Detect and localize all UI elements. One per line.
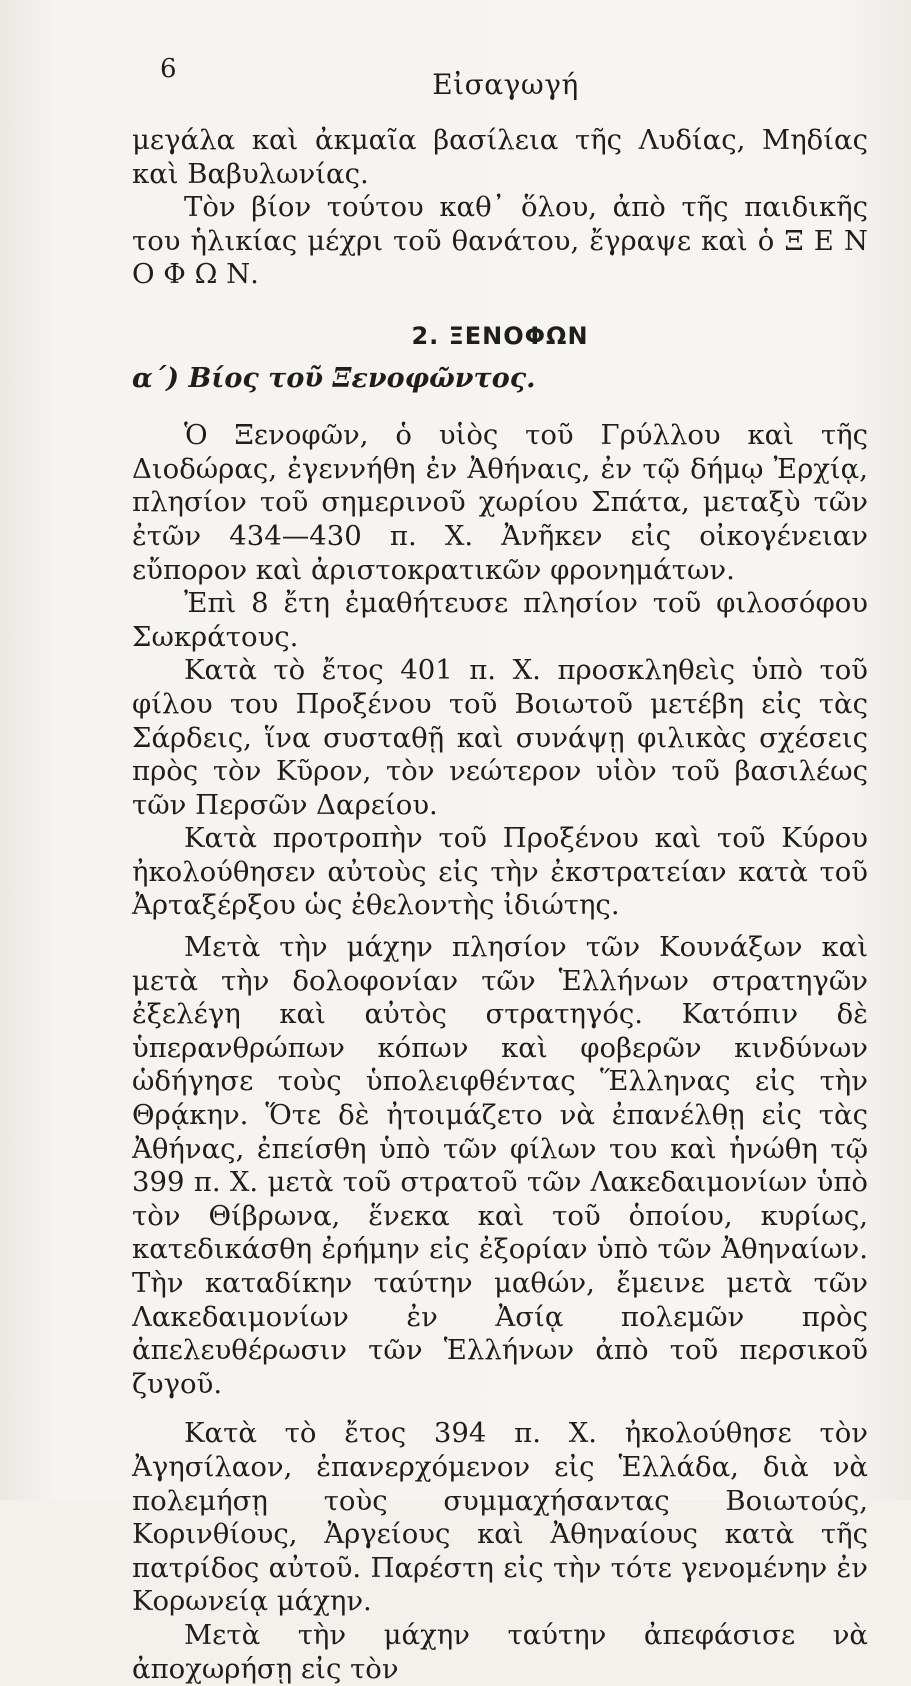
paragraph-cunaxa: Μετὰ τὴν μάχην πλησίον τῶν Κουνάξων καὶ μετὰ τὴν δολοφονίαν τῶν Ἑλλήνων στρατηγῶν ἐξελέγη καὶ αὐτὸς στρατηγός. Κατόπιν δὲ ὑπερανθρώπων κόπων καὶ φοβερῶν κινδύνων ὡδήγησε τοὺς ὑπολειφθέντας Ἕλληνας εἰς τὴν Θρᾴκην. Ὅτε δὲ ἠτοιμάζετο νὰ ἐπανέλθῃ εἰς τὰς Ἀθήνας, ἐπείσθη ὑπὸ τῶν φίλων του καὶ ἡνώθη τῷ 399 π. Χ. μετὰ τοῦ στρατοῦ τῶν Λακεδαιμονίων ὑπὸ τὸν Θίβρωνα, ἕνεκα καὶ τοῦ ὁποίου, κυρίως, κατεδικάσθη ἐρήμην εἰς ἐξορίαν ὑπὸ τῶν Ἀθηναίων. Τὴν καταδίκην ταύτην μαθών, ἔμεινε μετὰ τῶν Λακεδαιμονίων ἐν Ἀσίᾳ πολεμῶν πρὸς ἀπελευθέρωσιν τῶν Ἑλλήνων ἀπὸ τοῦ περσικοῦ ζυγοῦ. — [132, 931, 868, 1400]
paragraph-sardis: Κατὰ τὸ ἔτος 401 π. Χ. προσκληθεὶς ὑπὸ τοῦ φίλου του Προξένου τοῦ Βοιωτοῦ μετέβη εἰς τὰς Σάρδεις, ἵνα συσταθῇ καὶ συνάψῃ φιλικὰς σχέσεις πρὸς τὸν Κῦρον, τὸν νεώτερον υἱὸν τοῦ βασιλέως τῶν Περσῶν Δαρείου. — [132, 654, 868, 821]
intro-paragraph-1: μεγάλα καὶ ἀκμαῖα βασίλεια τῆς Λυδίας, Μηδίας καὶ Βαβυλωνίας. — [132, 124, 868, 190]
paragraph-retirement: Μετὰ τὴν μάχην ταύτην ἀπεφάσισε νὰ ἀποχωρήσῃ εἰς τὸν — [132, 1618, 868, 1685]
section-title: 2. ΞΕΝΟΦΩΝ — [411, 321, 589, 350]
page-number: 6 — [160, 54, 177, 84]
running-title: Εἰσαγωγή — [432, 68, 579, 101]
page-body — [132, 124, 868, 1686]
paragraph-birth: Ὁ Ξενοφῶν, ὁ υἱὸς τοῦ Γρύλλου καὶ τῆς Διοδώρας, ἐγεννήθη ἐν Ἀθήναις, ἐν τῷ δήμῳ Ἐρχίᾳ, πλησίον τοῦ σημερινοῦ χωρίου Σπάτα, μεταξὺ τῶν ἐτῶν 434—430 π. Χ. Ἀνῆκεν εἰς οἰκογένειαν εὔπορον καὶ ἀριστοκρατικῶν φρονημάτων. — [132, 419, 868, 586]
subsection-title: α΄) Βίος τοῦ Ξενοφῶντος. — [132, 362, 536, 394]
paragraph-expedition: Κατὰ προτροπὴν τοῦ Προξένου καὶ τοῦ Κύρου ἠκολούθησεν αὐτοὺς εἰς τὴν ἐκστρατείαν κατὰ τοῦ Ἀρταξέρξου ὡς ἐθελοντὴς ἰδιώτης. — [132, 822, 868, 922]
paragraph-socrates: Ἐπὶ 8 ἔτη ἐμαθήτευσε πλησίον τοῦ φιλοσόφου Σωκράτους. — [132, 587, 868, 653]
paragraph-agesilaus: Κατὰ τὸ ἔτος 394 π. Χ. ἠκολούθησε τὸν Ἀγησίλαον, ἐπανερχόμενον εἰς Ἑλλάδα, διὰ νὰ πολεμήσῃ τοὺς συμμαχήσαντας Βοιωτούς, Κορινθίους, Ἀργείους καὶ Ἀθηναίους κατὰ τῆς πατρίδος αὐτοῦ. Παρέστη εἰς τὴν τότε γενομένην ἐν Κορωνείᾳ μάχην. — [132, 1417, 868, 1618]
intro-paragraph-2: Τὸν βίον τούτου καθ᾿ ὅλου, ἀπὸ τῆς παιδικῆς του ἡλικίας μέχρι τοῦ θανάτου, ἔγραψε καὶ ὁ Ξ Ε Ν Ο Φ Ω Ν. — [132, 191, 868, 291]
page-header — [160, 54, 851, 104]
